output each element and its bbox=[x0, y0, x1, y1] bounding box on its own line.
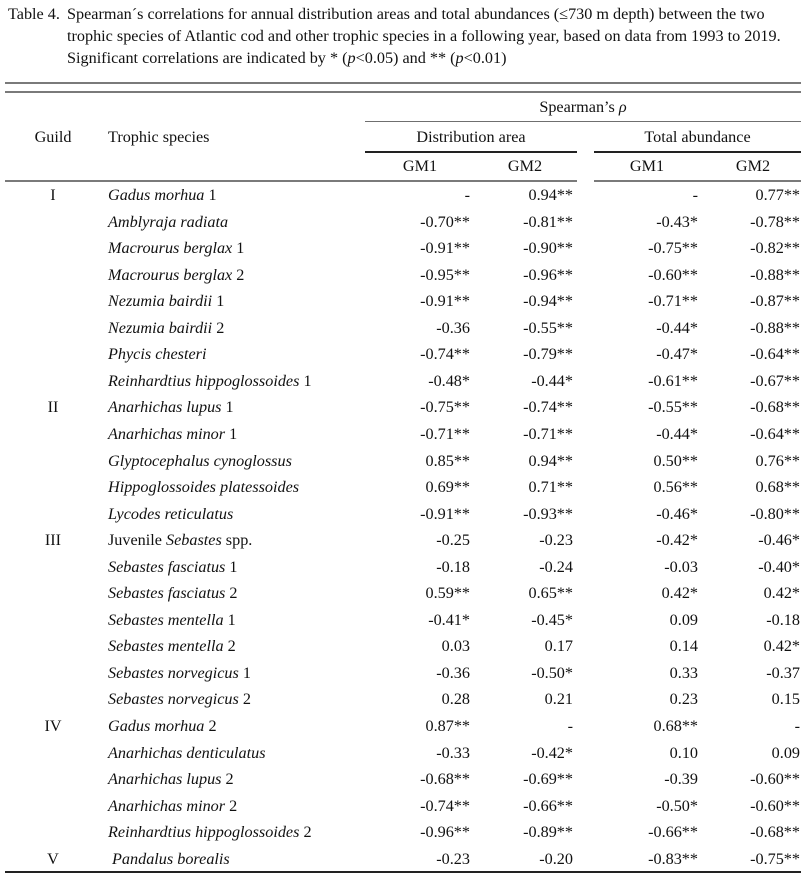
distribution-rule bbox=[365, 151, 577, 153]
species-cell bbox=[108, 262, 244, 289]
species-suffix: 1 bbox=[204, 186, 217, 204]
dist-gm1-cell: -0.23 bbox=[436, 849, 470, 868]
species-suffix: 1 bbox=[232, 239, 245, 258]
abund-gm1-cell: -0.50* bbox=[656, 796, 698, 815]
abund-gm1-cell: -0.61** bbox=[648, 371, 698, 390]
dist-gm2-cell: 0.65** bbox=[528, 584, 573, 603]
species-cell bbox=[108, 819, 312, 846]
species-cell bbox=[108, 421, 237, 448]
dist-gm2-cell: -0.96** bbox=[523, 265, 573, 284]
species-name: Lycodes reticulatus bbox=[108, 504, 234, 523]
dist-gm1-cell: 0.87** bbox=[425, 717, 470, 735]
species-suffix: 2 bbox=[223, 637, 236, 656]
table-row bbox=[0, 766, 808, 793]
dist-gm1-cell: -0.91** bbox=[420, 239, 470, 258]
species-prefix: Juvenile bbox=[108, 531, 166, 550]
species-name: Glyptocephalus cynoglossus bbox=[108, 451, 292, 470]
header-spearman-rho bbox=[365, 97, 801, 117]
dist-gm2-cell: -0.20 bbox=[539, 849, 573, 868]
species-suffix: 1 bbox=[299, 371, 312, 390]
species-name: Sebastes mentella bbox=[108, 637, 224, 656]
table-label: Table 4. bbox=[8, 5, 60, 23]
abund-gm1-cell: 0.10 bbox=[669, 743, 698, 762]
dist-gm1-cell: -0.95** bbox=[420, 265, 470, 284]
species-cell bbox=[108, 766, 234, 793]
species-cell bbox=[108, 633, 236, 660]
species-cell bbox=[108, 846, 230, 873]
species-suffix: 2 bbox=[238, 690, 251, 709]
species-cell bbox=[108, 448, 292, 475]
abund-gm1-cell: 0.33 bbox=[669, 663, 698, 682]
abund-gm2-cell: - bbox=[794, 717, 800, 735]
species-cell bbox=[108, 501, 233, 528]
dist-gm1-cell: -0.25 bbox=[436, 531, 470, 550]
guild-cell: I bbox=[50, 186, 56, 204]
table-row bbox=[0, 262, 808, 289]
table-row bbox=[0, 527, 808, 554]
abund-gm2-cell: 0.68** bbox=[755, 478, 800, 497]
abund-gm1-cell: -0.47* bbox=[656, 345, 698, 364]
guild-cell: V bbox=[47, 849, 59, 868]
dist-gm2-cell: -0.45* bbox=[531, 610, 573, 629]
abund-gm1-cell: 0.42* bbox=[661, 584, 698, 603]
species-cell bbox=[108, 793, 237, 820]
species-suffix: 1 bbox=[225, 557, 238, 576]
dist-gm1-cell: 0.28 bbox=[441, 690, 470, 709]
abund-gm1-cell: 0.23 bbox=[669, 690, 698, 709]
abund-gm1-cell: -0.55** bbox=[648, 398, 698, 417]
top-rule-2 bbox=[5, 91, 801, 93]
header-abund-gm1: GM1 bbox=[629, 157, 665, 175]
table-row bbox=[0, 209, 808, 236]
abund-gm2-cell: -0.40* bbox=[758, 557, 800, 576]
species-name: Reinhardtius hippoglossoides bbox=[108, 823, 300, 842]
abund-gm1-cell: 0.68** bbox=[653, 717, 698, 735]
species-suffix: 2 bbox=[204, 717, 217, 735]
species-cell bbox=[108, 713, 217, 740]
dist-gm2-cell: 0.17 bbox=[544, 637, 573, 656]
header-trophic-species: Trophic species bbox=[108, 128, 210, 146]
abund-gm2-cell: -0.64** bbox=[750, 424, 800, 443]
table-row bbox=[0, 315, 808, 342]
guild-cell: IV bbox=[44, 717, 62, 735]
table-row bbox=[0, 793, 808, 820]
table-row bbox=[0, 740, 808, 767]
abund-gm2-cell: -0.78** bbox=[750, 212, 800, 231]
species-suffix: 1 bbox=[225, 424, 238, 443]
species-suffix: 2 bbox=[212, 318, 225, 337]
abund-gm1-cell: -0.46* bbox=[656, 504, 698, 523]
table-row bbox=[0, 448, 808, 475]
species-cell bbox=[108, 527, 252, 554]
dist-gm2-cell: -0.74** bbox=[523, 398, 573, 417]
species-suffix: 2 bbox=[225, 584, 238, 603]
species-name: Macrourus berglax bbox=[108, 239, 233, 258]
dist-gm1-cell: 0.03 bbox=[441, 637, 470, 656]
rho-symbol: ρ bbox=[618, 98, 627, 116]
dist-gm2-cell: 0.21 bbox=[544, 690, 573, 709]
table-row bbox=[0, 607, 808, 634]
species-name: Sebastes fasciatus bbox=[108, 557, 226, 576]
dist-gm2-cell: -0.90** bbox=[523, 239, 573, 258]
abund-gm1-cell: -0.60** bbox=[648, 265, 698, 284]
species-cell bbox=[108, 660, 251, 687]
species-suffix: 2 bbox=[221, 770, 234, 789]
species-name: Sebastes bbox=[166, 531, 222, 550]
abund-gm2-cell: 0.15 bbox=[771, 690, 800, 709]
species-cell bbox=[108, 686, 251, 713]
species-cell bbox=[108, 209, 228, 236]
table-row bbox=[0, 660, 808, 687]
abund-gm2-cell: -0.67** bbox=[750, 371, 800, 390]
species-name: Anarhichas minor bbox=[108, 424, 226, 443]
species-suffix: 1 bbox=[221, 398, 234, 417]
dist-gm1-cell: -0.48* bbox=[428, 371, 470, 390]
species-suffix: 1 bbox=[212, 292, 225, 311]
abund-gm2-cell: 0.42* bbox=[763, 584, 800, 603]
abund-gm2-cell: -0.82** bbox=[750, 239, 800, 258]
abund-gm1-cell: 0.09 bbox=[669, 610, 698, 629]
table-row bbox=[0, 580, 808, 607]
abund-gm1-cell: -0.75** bbox=[648, 239, 698, 258]
table-row bbox=[0, 368, 808, 395]
dist-gm2-cell: -0.81** bbox=[523, 212, 573, 231]
species-suffix: spp. bbox=[221, 531, 253, 550]
abund-gm2-cell: -0.75** bbox=[750, 849, 800, 868]
species-name: Anarhichas denticulatus bbox=[108, 743, 266, 762]
dist-gm1-cell: -0.18 bbox=[436, 557, 470, 576]
table-row bbox=[0, 846, 808, 873]
table-row bbox=[0, 421, 808, 448]
table-row bbox=[0, 501, 808, 528]
caption-text: Spearman´s correlations for annual distribution areas and total abundances (≤730 m depth) between the two trophic species of Atlantic cod and other trophic species in a following year, based on data from 1993 to 2019. Significant correlations are indicated by * (p<0.05) and ** (p<0.01) bbox=[67, 5, 781, 67]
header-dist-gm2: GM2 bbox=[507, 157, 543, 175]
dist-gm1-cell: -0.41* bbox=[428, 610, 470, 629]
abund-gm1-cell: -0.44* bbox=[656, 318, 698, 337]
table-row bbox=[0, 288, 808, 315]
species-name: Hippoglossoides platessoides bbox=[108, 478, 300, 497]
dist-gm2-cell: -0.23 bbox=[539, 531, 573, 550]
abund-gm1-cell: -0.71** bbox=[648, 292, 698, 311]
dist-gm2-cell: 0.71** bbox=[528, 478, 573, 497]
dist-gm2-cell: -0.69** bbox=[523, 770, 573, 789]
table-caption bbox=[8, 3, 806, 69]
species-suffix: 2 bbox=[299, 823, 312, 842]
abund-gm2-cell: 0.76** bbox=[755, 451, 800, 470]
species-name: Reinhardtius hippoglossoides bbox=[108, 371, 300, 390]
dist-gm1-cell: -0.96** bbox=[420, 823, 470, 842]
table-row bbox=[0, 819, 808, 846]
dist-gm1-cell: -0.74** bbox=[420, 345, 470, 364]
abund-gm2-cell: -0.64** bbox=[750, 345, 800, 364]
guild-cell: III bbox=[44, 531, 62, 550]
dist-gm2-cell: -0.55** bbox=[523, 318, 573, 337]
spearman-label: Spearman’s bbox=[539, 98, 619, 116]
abund-gm2-cell: -0.37 bbox=[766, 663, 800, 682]
species-suffix: 1 bbox=[238, 663, 251, 682]
species-name: Gadus morhua bbox=[108, 186, 205, 204]
table-row bbox=[0, 633, 808, 660]
header-total-abundance: Total abundance bbox=[644, 128, 751, 146]
species-cell bbox=[108, 740, 266, 767]
table-row bbox=[0, 341, 808, 368]
dist-gm1-cell: 0.85** bbox=[425, 451, 470, 470]
abund-gm2-cell: -0.80** bbox=[750, 504, 800, 523]
dist-gm1-cell: -0.74** bbox=[420, 796, 470, 815]
dist-gm1-cell: -0.33 bbox=[436, 743, 470, 762]
species-cell bbox=[108, 474, 299, 501]
species-name: Pandalus borealis bbox=[112, 849, 230, 868]
species-name: Sebastes norvegicus bbox=[108, 663, 239, 682]
species-name: Amblyraja radiata bbox=[108, 212, 229, 231]
abundance-rule bbox=[594, 151, 801, 153]
dist-gm1-cell: -0.71** bbox=[420, 424, 470, 443]
spearman-rule bbox=[365, 121, 801, 122]
dist-gm2-cell: -0.71** bbox=[523, 424, 573, 443]
abund-gm1-cell: -0.43* bbox=[656, 212, 698, 231]
species-cell bbox=[108, 580, 238, 607]
species-name: Nezumia bairdii bbox=[108, 318, 213, 337]
dist-gm2-cell: 0.94** bbox=[528, 451, 573, 470]
species-cell bbox=[108, 394, 234, 421]
dist-gm2-cell: -0.93** bbox=[523, 504, 573, 523]
species-cell bbox=[108, 607, 236, 634]
species-cell bbox=[108, 182, 217, 209]
abund-gm2-cell: -0.87** bbox=[750, 292, 800, 311]
abund-gm2-cell: -0.60** bbox=[750, 796, 800, 815]
table-row bbox=[0, 713, 808, 740]
abund-gm1-cell: -0.66** bbox=[648, 823, 698, 842]
dist-gm1-cell: -0.68** bbox=[420, 770, 470, 789]
dist-gm1-cell: - bbox=[464, 186, 470, 204]
species-name: Gadus morhua bbox=[108, 717, 205, 735]
header-dist-gm1: GM1 bbox=[402, 157, 438, 175]
top-rule-1 bbox=[5, 82, 801, 84]
dist-gm1-cell: -0.91** bbox=[420, 504, 470, 523]
abund-gm2-cell: -0.88** bbox=[750, 318, 800, 337]
table-row bbox=[0, 686, 808, 713]
dist-gm2-cell: -0.89** bbox=[523, 823, 573, 842]
table-row bbox=[0, 394, 808, 421]
species-name: Anarhichas minor bbox=[108, 796, 226, 815]
abund-gm1-cell: 0.50** bbox=[653, 451, 698, 470]
dist-gm2-cell: -0.44* bbox=[531, 371, 573, 390]
dist-gm1-cell: -0.75** bbox=[420, 398, 470, 417]
species-name: Macrourus berglax bbox=[108, 265, 233, 284]
species-name: Sebastes mentella bbox=[108, 610, 224, 629]
abund-gm2-cell: -0.88** bbox=[750, 265, 800, 284]
species-suffix: 2 bbox=[225, 796, 238, 815]
dist-gm2-cell: 0.94** bbox=[528, 186, 573, 204]
dist-gm1-cell: 0.69** bbox=[425, 478, 470, 497]
abund-gm2-cell: 0.09 bbox=[771, 743, 800, 762]
species-cell bbox=[108, 554, 238, 581]
species-name: Sebastes fasciatus bbox=[108, 584, 226, 603]
dist-gm2-cell: -0.79** bbox=[523, 345, 573, 364]
abund-gm1-cell: -0.42* bbox=[656, 531, 698, 550]
species-cell bbox=[108, 341, 206, 368]
species-name: Sebastes norvegicus bbox=[108, 690, 239, 709]
species-cell bbox=[108, 288, 224, 315]
species-cell bbox=[108, 368, 312, 395]
dist-gm1-cell: -0.36 bbox=[436, 318, 470, 337]
dist-gm2-cell: -0.42* bbox=[531, 743, 573, 762]
species-name: Anarhichas lupus bbox=[108, 770, 222, 789]
abund-gm2-cell: -0.68** bbox=[750, 823, 800, 842]
species-name: Phycis chesteri bbox=[108, 345, 207, 364]
table-row bbox=[0, 554, 808, 581]
species-name: Anarhichas lupus bbox=[108, 398, 222, 417]
abund-gm2-cell: -0.68** bbox=[750, 398, 800, 417]
abund-gm2-cell: -0.18 bbox=[766, 610, 800, 629]
abund-gm2-cell: -0.46* bbox=[758, 531, 800, 550]
species-cell bbox=[108, 235, 244, 262]
dist-gm2-cell: -0.66** bbox=[523, 796, 573, 815]
abund-gm1-cell: 0.14 bbox=[669, 637, 698, 656]
abund-gm1-cell: -0.03 bbox=[664, 557, 698, 576]
abund-gm2-cell: 0.77** bbox=[755, 186, 800, 204]
species-name: Nezumia bairdii bbox=[108, 292, 213, 311]
species-suffix: 1 bbox=[223, 610, 236, 629]
dist-gm2-cell: -0.50* bbox=[531, 663, 573, 682]
abund-gm1-cell: -0.83** bbox=[648, 849, 698, 868]
abund-gm2-cell: 0.42* bbox=[763, 637, 800, 656]
table-row bbox=[0, 235, 808, 262]
abund-gm1-cell: -0.39 bbox=[664, 770, 698, 789]
header-distribution-area: Distribution area bbox=[416, 128, 526, 146]
table-row bbox=[0, 182, 808, 209]
abund-gm1-cell: 0.56** bbox=[653, 478, 698, 497]
header-guild: Guild bbox=[34, 128, 72, 146]
dist-gm1-cell: -0.91** bbox=[420, 292, 470, 311]
header-abund-gm2: GM2 bbox=[735, 157, 771, 175]
table-row bbox=[0, 474, 808, 501]
dist-gm2-cell: - bbox=[567, 717, 573, 735]
dist-gm2-cell: -0.94** bbox=[523, 292, 573, 311]
dist-gm1-cell: -0.70** bbox=[420, 212, 470, 231]
species-suffix: 2 bbox=[232, 265, 245, 284]
dist-gm2-cell: -0.24 bbox=[539, 557, 573, 576]
abund-gm2-cell: -0.60** bbox=[750, 770, 800, 789]
species-cell bbox=[108, 315, 224, 342]
abund-gm1-cell: -0.44* bbox=[656, 424, 698, 443]
guild-cell: II bbox=[47, 398, 59, 417]
dist-gm1-cell: -0.36 bbox=[436, 663, 470, 682]
abund-gm1-cell: - bbox=[692, 186, 698, 204]
dist-gm1-cell: 0.59** bbox=[425, 584, 470, 603]
